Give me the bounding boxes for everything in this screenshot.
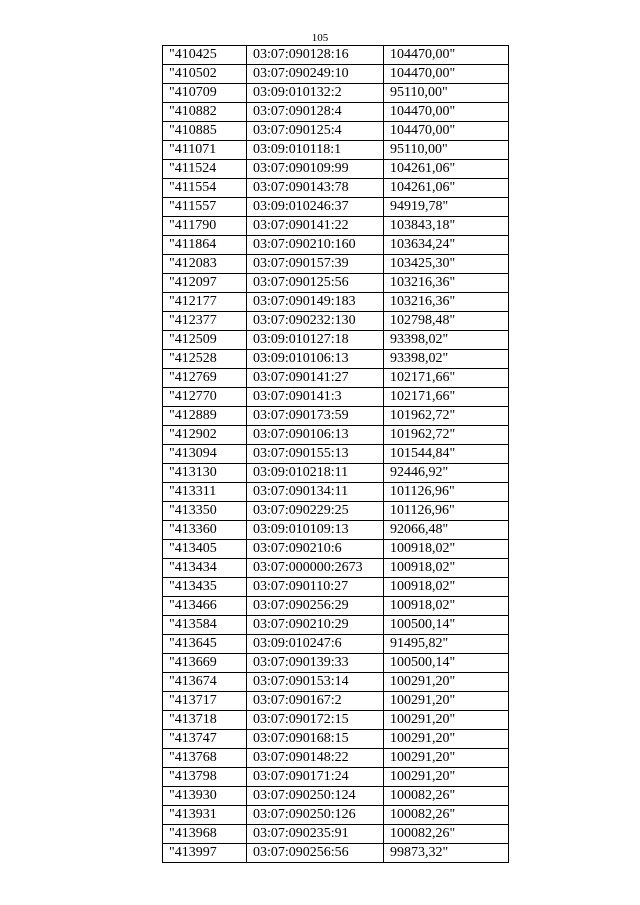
cadastral-number-cell: 03:07:090250:126 — [247, 806, 384, 825]
table-row — [163, 84, 509, 103]
record-id-cell: "413434 — [163, 559, 247, 578]
record-id-cell: "413930 — [163, 787, 247, 806]
value-cell: 91495,82" — [384, 635, 509, 654]
table-row — [163, 597, 509, 616]
value-cell: 104470,00" — [384, 122, 509, 141]
record-id-cell: "412377 — [163, 312, 247, 331]
record-id-cell: "412509 — [163, 331, 247, 350]
cadastral-number-cell: 03:07:090171:24 — [247, 768, 384, 787]
value-cell: 100082,26" — [384, 806, 509, 825]
page-number: 105 — [311, 32, 329, 44]
value-cell: 100918,02" — [384, 540, 509, 559]
value-cell: 92066,48" — [384, 521, 509, 540]
record-id-cell: "413968 — [163, 825, 247, 844]
value-cell: 95110,00" — [384, 141, 509, 160]
cadastral-number-cell: 03:07:090128:4 — [247, 103, 384, 122]
cadastral-number-cell: 03:07:090249:10 — [247, 65, 384, 84]
value-cell: 101962,72" — [384, 407, 509, 426]
table-row — [163, 331, 509, 350]
value-cell: 95110,00" — [384, 84, 509, 103]
table-row — [163, 483, 509, 502]
record-id-cell: "413584 — [163, 616, 247, 635]
cadastral-number-cell: 03:07:090148:22 — [247, 749, 384, 768]
table-row — [163, 787, 509, 806]
value-cell: 104261,06" — [384, 160, 509, 179]
cadastral-number-cell: 03:07:090210:29 — [247, 616, 384, 635]
record-id-cell: "413669 — [163, 654, 247, 673]
record-id-cell: "413435 — [163, 578, 247, 597]
cadastral-number-cell: 03:07:000000:2673 — [247, 559, 384, 578]
table-row — [163, 730, 509, 749]
record-id-cell: "413466 — [163, 597, 247, 616]
table-row — [163, 559, 509, 578]
record-id-cell: "412902 — [163, 426, 247, 445]
record-id-cell: "412528 — [163, 350, 247, 369]
cadastral-number-cell: 03:07:090256:56 — [247, 844, 384, 863]
value-cell: 103216,36" — [384, 274, 509, 293]
table-row — [163, 65, 509, 84]
cadastral-number-cell: 03:07:090149:183 — [247, 293, 384, 312]
cadastral-number-cell: 03:07:090139:33 — [247, 654, 384, 673]
table-row — [163, 426, 509, 445]
record-id-cell: "412770 — [163, 388, 247, 407]
cadastral-number-cell: 03:07:090141:27 — [247, 369, 384, 388]
value-cell: 100918,02" — [384, 559, 509, 578]
record-id-cell: "413405 — [163, 540, 247, 559]
table-row — [163, 616, 509, 635]
record-id-cell: "413350 — [163, 502, 247, 521]
value-cell: 100918,02" — [384, 578, 509, 597]
cadastral-number-cell: 03:07:090167:2 — [247, 692, 384, 711]
table-row — [163, 255, 509, 274]
record-id-cell: "412769 — [163, 369, 247, 388]
record-id-cell: "411864 — [163, 236, 247, 255]
value-cell: 100291,20" — [384, 730, 509, 749]
table-row — [163, 540, 509, 559]
data-table — [162, 45, 509, 863]
cadastral-number-cell: 03:07:090232:130 — [247, 312, 384, 331]
cadastral-number-cell: 03:09:010109:13 — [247, 521, 384, 540]
record-id-cell: "410425 — [163, 46, 247, 65]
value-cell: 103634,24" — [384, 236, 509, 255]
record-id-cell: "410882 — [163, 103, 247, 122]
record-id-cell: "412083 — [163, 255, 247, 274]
record-id-cell: "412177 — [163, 293, 247, 312]
cadastral-number-cell: 03:09:010218:11 — [247, 464, 384, 483]
value-cell: 103425,30" — [384, 255, 509, 274]
value-cell: 104470,00" — [384, 46, 509, 65]
cadastral-number-cell: 03:07:090250:124 — [247, 787, 384, 806]
record-id-cell: "413718 — [163, 711, 247, 730]
cadastral-number-cell: 03:07:090210:6 — [247, 540, 384, 559]
cadastral-number-cell: 03:07:090157:39 — [247, 255, 384, 274]
value-cell: 100291,20" — [384, 711, 509, 730]
value-cell: 104470,00" — [384, 65, 509, 84]
record-id-cell: "410502 — [163, 65, 247, 84]
cadastral-number-cell: 03:09:010127:18 — [247, 331, 384, 350]
value-cell: 103843,18" — [384, 217, 509, 236]
table-row — [163, 122, 509, 141]
record-id-cell: "410709 — [163, 84, 247, 103]
cadastral-number-cell: 03:07:090128:16 — [247, 46, 384, 65]
record-id-cell: "413311 — [163, 483, 247, 502]
record-id-cell: "411524 — [163, 160, 247, 179]
record-id-cell: "413717 — [163, 692, 247, 711]
value-cell: 101126,96" — [384, 502, 509, 521]
cadastral-number-cell: 03:07:090173:59 — [247, 407, 384, 426]
value-cell: 99873,32" — [384, 844, 509, 863]
table-row — [163, 198, 509, 217]
value-cell: 93398,02" — [384, 350, 509, 369]
cadastral-number-cell: 03:07:090229:25 — [247, 502, 384, 521]
record-id-cell: "413798 — [163, 768, 247, 787]
value-cell: 100918,02" — [384, 597, 509, 616]
cadastral-number-cell: 03:07:090168:15 — [247, 730, 384, 749]
cadastral-number-cell: 03:07:090106:13 — [247, 426, 384, 445]
cadastral-number-cell: 03:09:010106:13 — [247, 350, 384, 369]
value-cell: 103216,36" — [384, 293, 509, 312]
table-row — [163, 654, 509, 673]
record-id-cell: "413997 — [163, 844, 247, 863]
value-cell: 102171,66" — [384, 388, 509, 407]
value-cell: 104470,00" — [384, 103, 509, 122]
table-row — [163, 388, 509, 407]
value-cell: 94919,78" — [384, 198, 509, 217]
table-row — [163, 749, 509, 768]
value-cell: 100291,20" — [384, 749, 509, 768]
table-row — [163, 502, 509, 521]
table-body — [163, 46, 509, 863]
value-cell: 100500,14" — [384, 616, 509, 635]
value-cell: 101544,84" — [384, 445, 509, 464]
table-row — [163, 141, 509, 160]
cadastral-number-cell: 03:07:090153:14 — [247, 673, 384, 692]
record-id-cell: "413645 — [163, 635, 247, 654]
value-cell: 100291,20" — [384, 673, 509, 692]
table-row — [163, 844, 509, 863]
cadastral-number-cell: 03:09:010118:1 — [247, 141, 384, 160]
cadastral-number-cell: 03:07:090125:4 — [247, 122, 384, 141]
cadastral-number-cell: 03:07:090109:99 — [247, 160, 384, 179]
table-row — [163, 217, 509, 236]
table-row — [163, 350, 509, 369]
cadastral-number-cell: 03:07:090143:78 — [247, 179, 384, 198]
value-cell: 104261,06" — [384, 179, 509, 198]
record-id-cell: "412889 — [163, 407, 247, 426]
table-row — [163, 274, 509, 293]
cadastral-number-cell: 03:09:010246:37 — [247, 198, 384, 217]
cadastral-number-cell: 03:09:010132:2 — [247, 84, 384, 103]
cadastral-number-cell: 03:07:090172:15 — [247, 711, 384, 730]
table-row — [163, 578, 509, 597]
table-row — [163, 692, 509, 711]
table-row — [163, 369, 509, 388]
record-id-cell: "413094 — [163, 445, 247, 464]
table-row — [163, 635, 509, 654]
value-cell: 100082,26" — [384, 825, 509, 844]
value-cell: 93398,02" — [384, 331, 509, 350]
record-id-cell: "413768 — [163, 749, 247, 768]
record-id-cell: "413130 — [163, 464, 247, 483]
cadastral-number-cell: 03:09:010247:6 — [247, 635, 384, 654]
table-row — [163, 236, 509, 255]
table-row — [163, 673, 509, 692]
table-row — [163, 768, 509, 787]
table-row — [163, 806, 509, 825]
value-cell: 101126,96" — [384, 483, 509, 502]
cadastral-number-cell: 03:07:090155:13 — [247, 445, 384, 464]
cadastral-number-cell: 03:07:090256:29 — [247, 597, 384, 616]
table-row — [163, 445, 509, 464]
table-row — [163, 407, 509, 426]
record-id-cell: "413931 — [163, 806, 247, 825]
cadastral-number-cell: 03:07:090134:11 — [247, 483, 384, 502]
record-id-cell: "413747 — [163, 730, 247, 749]
table-row — [163, 160, 509, 179]
record-id-cell: "412097 — [163, 274, 247, 293]
record-id-cell: "411557 — [163, 198, 247, 217]
cadastral-number-cell: 03:07:090141:3 — [247, 388, 384, 407]
table-row — [163, 293, 509, 312]
value-cell: 92446,92" — [384, 464, 509, 483]
value-cell: 100291,20" — [384, 692, 509, 711]
value-cell: 100082,26" — [384, 787, 509, 806]
table-row — [163, 521, 509, 540]
table-row — [163, 711, 509, 730]
record-id-cell: "410885 — [163, 122, 247, 141]
value-cell: 102798,48" — [384, 312, 509, 331]
value-cell: 101962,72" — [384, 426, 509, 445]
value-cell: 100500,14" — [384, 654, 509, 673]
table-row — [163, 103, 509, 122]
value-cell: 100291,20" — [384, 768, 509, 787]
table-row — [163, 179, 509, 198]
record-id-cell: "411790 — [163, 217, 247, 236]
record-id-cell: "413360 — [163, 521, 247, 540]
table-row — [163, 312, 509, 331]
record-id-cell: "411071 — [163, 141, 247, 160]
cadastral-number-cell: 03:07:090235:91 — [247, 825, 384, 844]
cadastral-number-cell: 03:07:090210:160 — [247, 236, 384, 255]
cadastral-number-cell: 03:07:090110:27 — [247, 578, 384, 597]
table-row — [163, 825, 509, 844]
value-cell: 102171,66" — [384, 369, 509, 388]
record-id-cell: "411554 — [163, 179, 247, 198]
record-id-cell: "413674 — [163, 673, 247, 692]
cadastral-number-cell: 03:07:090125:56 — [247, 274, 384, 293]
table-row — [163, 464, 509, 483]
table-row — [163, 46, 509, 65]
cadastral-number-cell: 03:07:090141:22 — [247, 217, 384, 236]
